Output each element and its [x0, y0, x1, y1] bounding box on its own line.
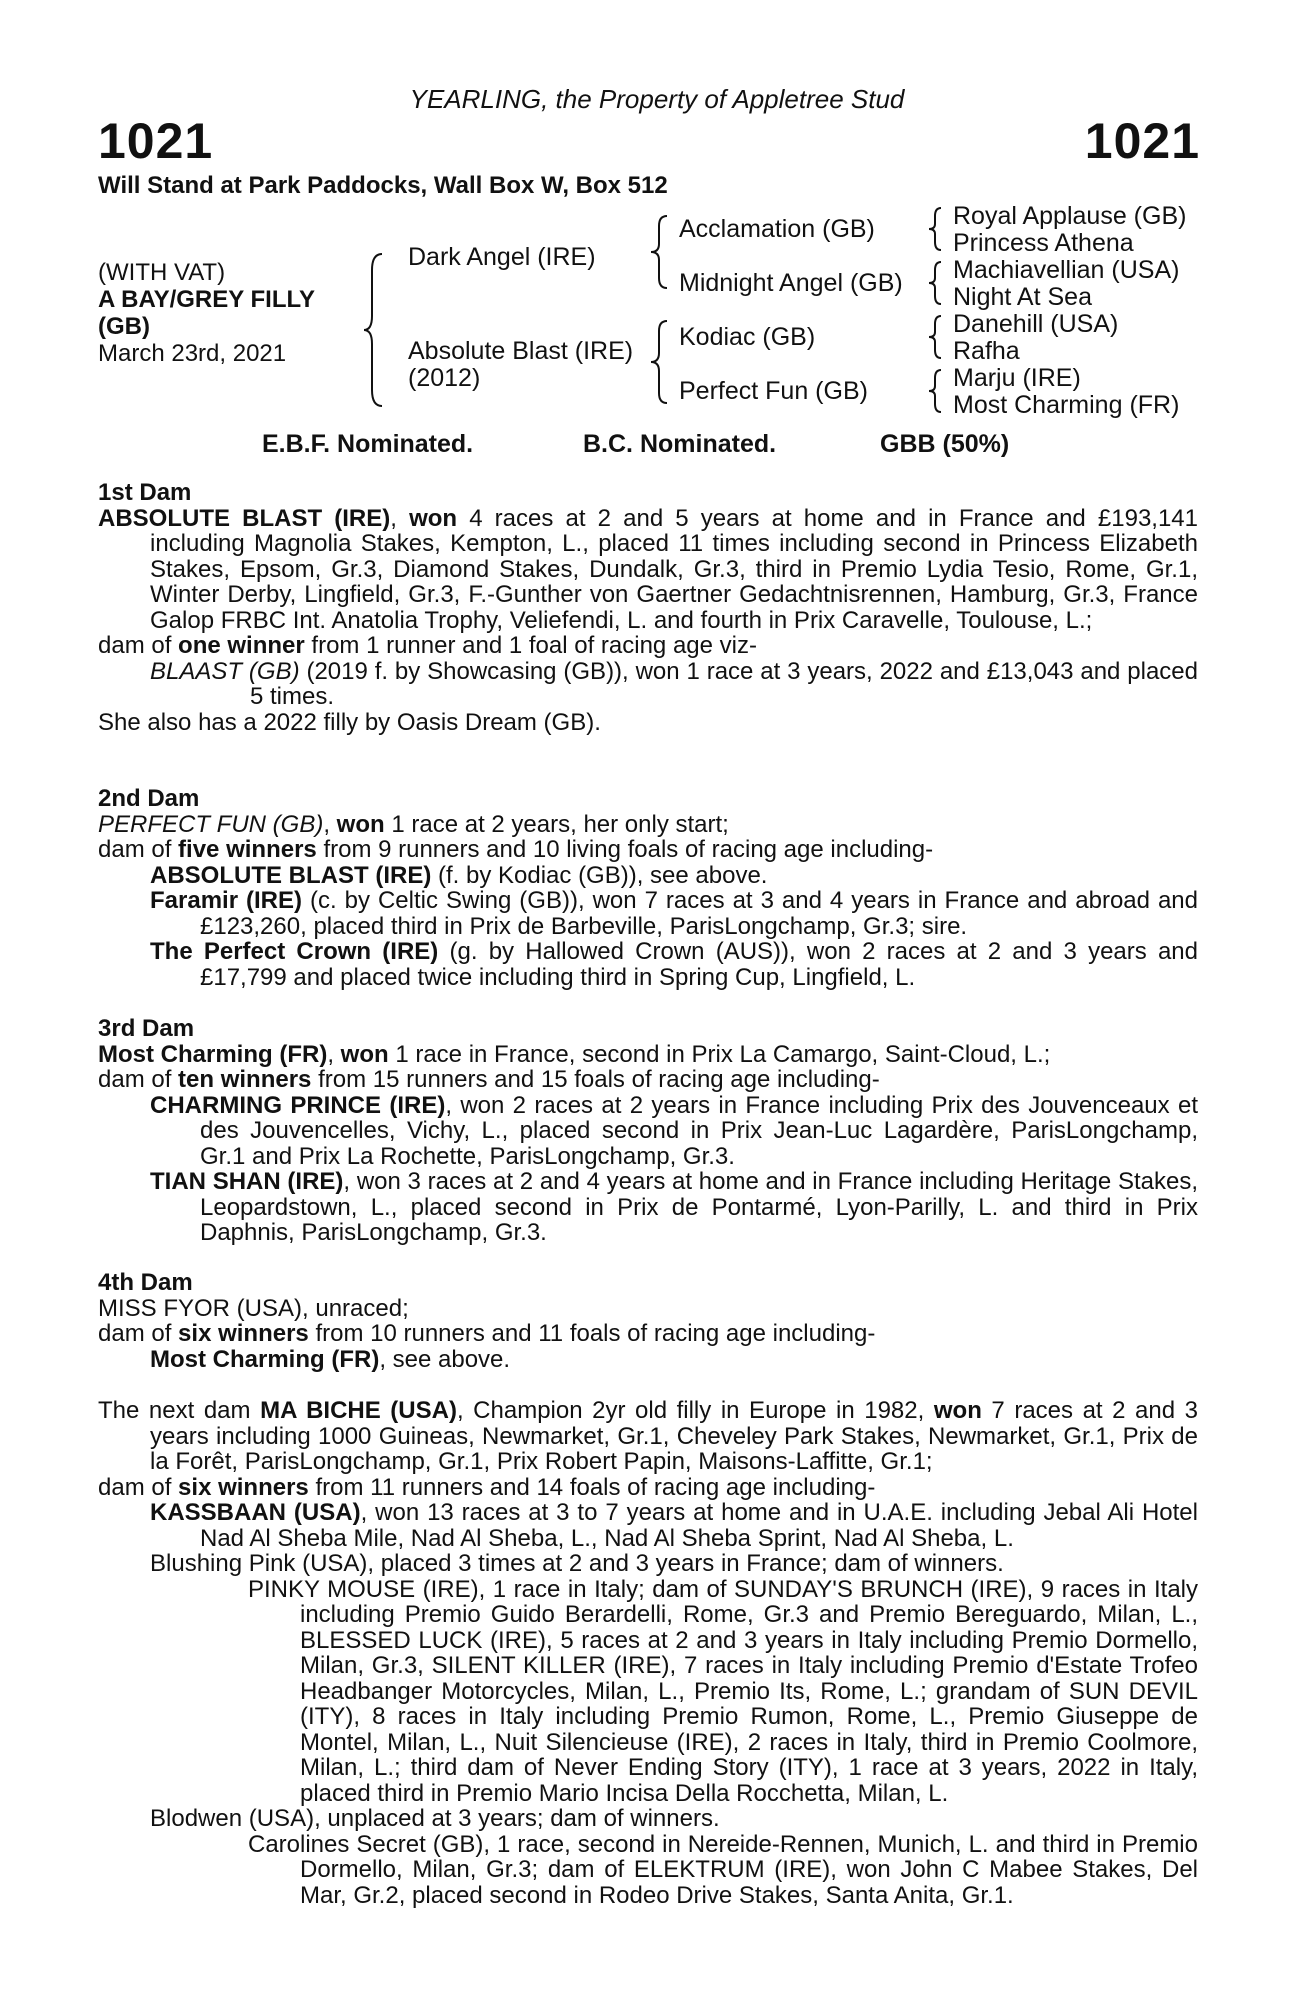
stand-location: Will Stand at Park Paddocks, Wall Box W, Box 512	[98, 172, 668, 199]
pedigree-brace-sire	[647, 212, 673, 292]
fourth-dam-section	[98, 1270, 1198, 1372]
runner-count: from 15 runners and 15 foals of racing age including-	[318, 1066, 880, 1093]
progeny-text: (c. by Celtic Swing (GB)), won 7 races at 3 and 4 years in France and abroad and £123,260, placed third in Prix de Barbeville, ParisLongchamp, Gr.3; sire.	[200, 887, 1199, 940]
third-dam-won: won	[340, 1040, 389, 1068]
first-dam-record: ABSOLUTE BLAST (IRE), won 4 races at 2 and 5 years at home and in France and £193,141 including Magnolia Stakes, Kempton, L., placed 11 times including second in Princess Elizabeth Stakes, Epsom, Gr.3, Diamond Stakes, Dundalk, Gr.3, third in Premio Lydia Tesio, Rome, Gr.1, Winter Derby, Lingfield, Gr.3, F.-Gunther von Gaertner Gedachtnisrennen, Hamburg, Gr.3, France Galop FRBC Int. Anatolia Trophy, Veliefendi, L. and fourth in Prix Caravelle, Toulouse, L.;	[98, 504, 1198, 634]
progeny-text: (g. by Hallowed Crown (AUS)), won 2 races at 2 and 3 years and £17,799 and placed twice including third in Spring Cup, Lingfield, L.	[200, 938, 1199, 991]
fourth-dam-produce	[98, 1321, 1198, 1347]
progeny-text: , won 13 races at 3 to 7 years at home and in U.A.E. including Jebal Ali Hotel Nad Al Sheba Mile, Nad Al Sheba, L., Nad Al Sheba Sprint, Nad Al Sheba, L.	[200, 1499, 1198, 1552]
progeny-item: CHARMING PRINCE (IRE), won 2 races at 2 years in France including Prix des Jouvenceaux et des Jouvencelles, Vichy, L., placed second in Prix Jean-Luc Lagardère, ParisLongchamp, Gr.1 and Prix La Rochette, ParisLongchamp, Gr.3.	[150, 1091, 1198, 1170]
pedigree-dam-sire: Kodiac (GB)	[679, 323, 816, 351]
pedigree-brace-main	[360, 250, 390, 410]
progeny-name: ABSOLUTE BLAST (IRE)	[150, 861, 432, 889]
winner-count: six winners	[178, 1320, 309, 1347]
pedigree-dsd: Rafha	[953, 337, 1020, 365]
pedigree-brace-ds	[925, 312, 947, 362]
first-dam-produce	[98, 633, 1198, 659]
progeny-name: KASSBAAN (USA)	[150, 1499, 361, 1526]
first-dam-also: She also has a 2022 filly by Oasis Dream (GB).	[98, 708, 601, 736]
progeny-item	[98, 939, 1198, 990]
progeny-text: won 3 races at 2 and 4 years at home and in France including Heritage Stakes, Leopardstown, L., placed second in Prix de Pontarmé, Lyon-Parilly, L. and third in Prix Daphnis, ParisLongchamp, Gr.3.	[200, 1168, 1198, 1246]
next-dam-produce	[98, 1475, 1198, 1501]
next-dam-text1: , Champion 2yr old filly in Europe in 1982,	[456, 1397, 925, 1424]
third-dam-record-text: 1 race in France, second in Prix La Camargo, Saint-Cloud, L.;	[395, 1040, 1051, 1068]
second-dam-record: PERFECT FUN (GB), won 1 race at 2 years, her only start;	[98, 810, 729, 838]
first-dam-heading: 1st Dam	[98, 479, 192, 506]
pedigree-brace-dd	[925, 366, 947, 416]
grand-progeny-item: PINKY MOUSE (IRE), 1 race in Italy; dam of SUNDAY'S BRUNCH (IRE), 9 races in Italy including Premio Guido Berardelli, Rome, Gr.3 and Premio Bereguardo, Milan, L., BLESSED LUCK (IRE), 5 races at 2 and 3 years in Italy including Premio Dormello, Milan, Gr.3, SILENT KILLER (IRE), 7 races in Italy including Premio d'Estate Trofeo Headbanger Motorcycles, Milan, L., Premio Its, Rome, L.; grandam of SUN DEVIL (ITY), 8 races in Italy including Premio Rumon, Rome, L., Premio Giuseppe de Montel, Milan, L., Nuit Silencieuse (IRE), 2 races in Italy, third in Premio Coolmore, Milan, L.; third dam of Never Ending Story (ITY), 1 race at 3 years, 2022 in Italy, placed third in Premio Mario Incisa Della Rocchetta, Milan, L.	[248, 1575, 1198, 1807]
progeny-item: Blushing Pink (USA), placed 3 times at 2 and 3 years in France; dam of winners.	[150, 1550, 1004, 1577]
third-dam-name: Most Charming (FR)	[98, 1040, 328, 1068]
progeny-text: , see above.	[379, 1345, 511, 1373]
pedigree-ddd: Most Charming (FR)	[953, 391, 1180, 419]
progeny-item	[98, 888, 1198, 939]
third-dam-record: Most Charming (FR), won 1 race in France, second in Prix La Camargo, Saint-Cloud, L.;	[98, 1040, 1051, 1068]
progeny-item	[98, 1500, 1198, 1551]
dam-of-label: dam of	[98, 836, 172, 863]
winner-count: one winner	[178, 632, 305, 659]
dam-of-label: dam of	[98, 1320, 172, 1347]
fourth-dam-heading: 4th Dam	[98, 1269, 193, 1296]
progeny-name: CHARMING PRINCE (IRE)	[150, 1091, 446, 1119]
progeny-name: TIAN SHAN (IRE)	[150, 1168, 344, 1195]
dam-of-label: dam of	[98, 1066, 172, 1093]
next-dam-name: MA BICHE (USA)	[260, 1397, 457, 1424]
grand-progeny-item: Carolines Secret (GB), 1 race, second in Nereide-Rennen, Munich, L. and third in Premio Dormello, Milan, Gr.3; dam of ELEKTRUM (IRE), won John C Mabee Stakes, Del Mar, Gr.2, placed second in Rodeo Drive Stakes, Santa Anita, Gr.1.	[248, 1830, 1198, 1909]
progeny-text: (2019 f. by Showcasing (GB)), won 1 race at 3 years, 2022 and £13,043 and placed 5 times.	[250, 657, 1198, 710]
dam-of-label: dam of	[98, 1473, 172, 1501]
pedigree-dam-year: (2012)	[408, 364, 481, 392]
second-dam-section	[98, 786, 1198, 990]
lot-number-left: 1021	[98, 113, 214, 169]
next-dam-text2: 7 races at 2 and 3 years including 1000 Guineas, Newmarket, Gr.1, Cheveley Park Stakes, Newmarket, Gr.1, Prix de la Forêt, ParisLongchamp, Gr.1, Prix Robert Papin, Maisons-Laffitte, Gr.1;	[150, 1397, 1198, 1475]
third-dam-produce	[98, 1067, 1198, 1093]
pedigree-dss: Danehill (USA)	[953, 310, 1119, 338]
second-dam-record-text: 1 race at 2 years, her only start;	[391, 810, 729, 838]
progeny-item	[98, 1347, 1198, 1373]
first-dam-won: won	[409, 504, 458, 532]
pedigree-brace-dam	[647, 317, 673, 407]
second-dam-won: won	[336, 810, 385, 838]
third-dam-section	[98, 1016, 1198, 1246]
pedigree-ssd: Princess Athena	[953, 229, 1134, 257]
second-dam-heading: 2nd Dam	[98, 785, 200, 812]
pedigree-dds: Marju (IRE)	[953, 364, 1081, 392]
progeny-name: Faramir (IRE)	[150, 887, 303, 914]
winner-count: ten winners	[178, 1066, 312, 1093]
horse-country: (GB)	[98, 313, 150, 340]
progeny-item	[98, 863, 1198, 889]
horse-sex-color: A BAY/GREY FILLY	[98, 286, 315, 313]
runner-count: from 10 runners and 11 foals of racing age including-	[315, 1320, 876, 1347]
pedigree-sdd: Night At Sea	[953, 283, 1092, 311]
pedigree-brace-ss	[925, 204, 947, 254]
runner-count: from 1 runner and 1 foal of racing age viz-	[311, 632, 757, 659]
ebf-nomination: E.B.F. Nominated.	[262, 430, 474, 458]
vat-note: (WITH VAT)	[98, 259, 226, 286]
next-dam-intro: The next dam	[98, 1397, 251, 1424]
foaling-date: March 23rd, 2021	[98, 340, 287, 367]
pedigree-dam-dam: Perfect Fun (GB)	[679, 377, 868, 405]
first-dam-record-text: 4 races at 2 and 5 years at home and in France and £193,141 including Magnolia Stakes, Kempton, L., placed 11 times including second in Princess Elizabeth Stakes, Epsom, Gr.3, Diamond Stakes, Dundalk, Gr.3, third in Premio Lydia Tesio, Rome, Gr.1, Winter Derby, Lingfield, Gr.3, F.-Gunther von Gaertner Gedachtnisrennen, Hamburg, Gr.3, France Galop FRBC Int. Anatolia Trophy, Veliefendi, L. and fourth in Prix Caravelle, Toulouse, L.;	[150, 504, 1198, 634]
pedigree-sds: Machiavellian (USA)	[953, 256, 1180, 284]
pedigree-sss: Royal Applause (GB)	[953, 202, 1187, 230]
lot-number-right: 1021	[1084, 113, 1200, 169]
pedigree-sire-sire: Acclamation (GB)	[679, 215, 875, 243]
second-dam-produce	[98, 837, 1198, 863]
progeny-text: won 2 races at 2 years in France including Prix des Jouvenceaux et des Jouvencelles, Vichy, L., placed second in Prix Jean-Luc Lagardère, ParisLongchamp, Gr.1 and Prix La Rochette, ParisLongchamp, Gr.3.	[200, 1091, 1198, 1170]
first-dam-section	[98, 480, 1198, 735]
pedigree-brace-sd	[925, 258, 947, 308]
pedigree-sire-dam: Midnight Angel (GB)	[679, 269, 903, 297]
progeny-name: BLAAST (GB)	[150, 657, 300, 685]
pedigree-dam: Absolute Blast (IRE)	[408, 337, 634, 365]
runner-count: from 9 runners and 10 living foals of racing age including-	[323, 836, 934, 863]
dam-of-label: dam of	[98, 632, 172, 659]
progeny-name: Most Charming (FR)	[150, 1345, 380, 1373]
bc-nomination: B.C. Nominated.	[583, 430, 777, 458]
pedigree-sire: Dark Angel (IRE)	[408, 243, 596, 271]
next-dam-section	[98, 1398, 1198, 1908]
next-dam-won: won	[933, 1397, 982, 1424]
first-dam-name: ABSOLUTE BLAST (IRE)	[98, 504, 391, 532]
progeny-name: The Perfect Crown (IRE)	[150, 938, 439, 965]
gbb-percentage: GBB (50%)	[880, 430, 1010, 458]
third-dam-heading: 3rd Dam	[98, 1015, 195, 1042]
progeny-item: TIAN SHAN (IRE), won 3 races at 2 and 4 years at home and in France including Heritage Stakes, Leopardstown, L., placed second in Prix de Pontarmé, Lyon-Parilly, L. and third in Prix Daphnis, ParisLongchamp, Gr.3.	[150, 1168, 1198, 1246]
runner-count: from 11 runners and 14 foals of racing age including-	[315, 1473, 876, 1501]
second-dam-name: PERFECT FUN (GB)	[98, 810, 324, 838]
progeny-text: (f. by Kodiac (GB)), see above.	[438, 861, 768, 889]
winner-count: five winners	[178, 836, 317, 863]
fourth-dam-name: MISS FYOR (USA), unraced;	[98, 1294, 409, 1322]
winner-count: six winners	[178, 1473, 309, 1501]
first-dam-progeny	[98, 659, 1198, 710]
horse-description	[98, 259, 368, 367]
page-header: YEARLING, the Property of Appletree Stud	[409, 84, 905, 114]
next-dam-record	[98, 1398, 1198, 1475]
progeny-item: Blodwen (USA), unplaced at 3 years; dam of winners.	[150, 1805, 720, 1832]
